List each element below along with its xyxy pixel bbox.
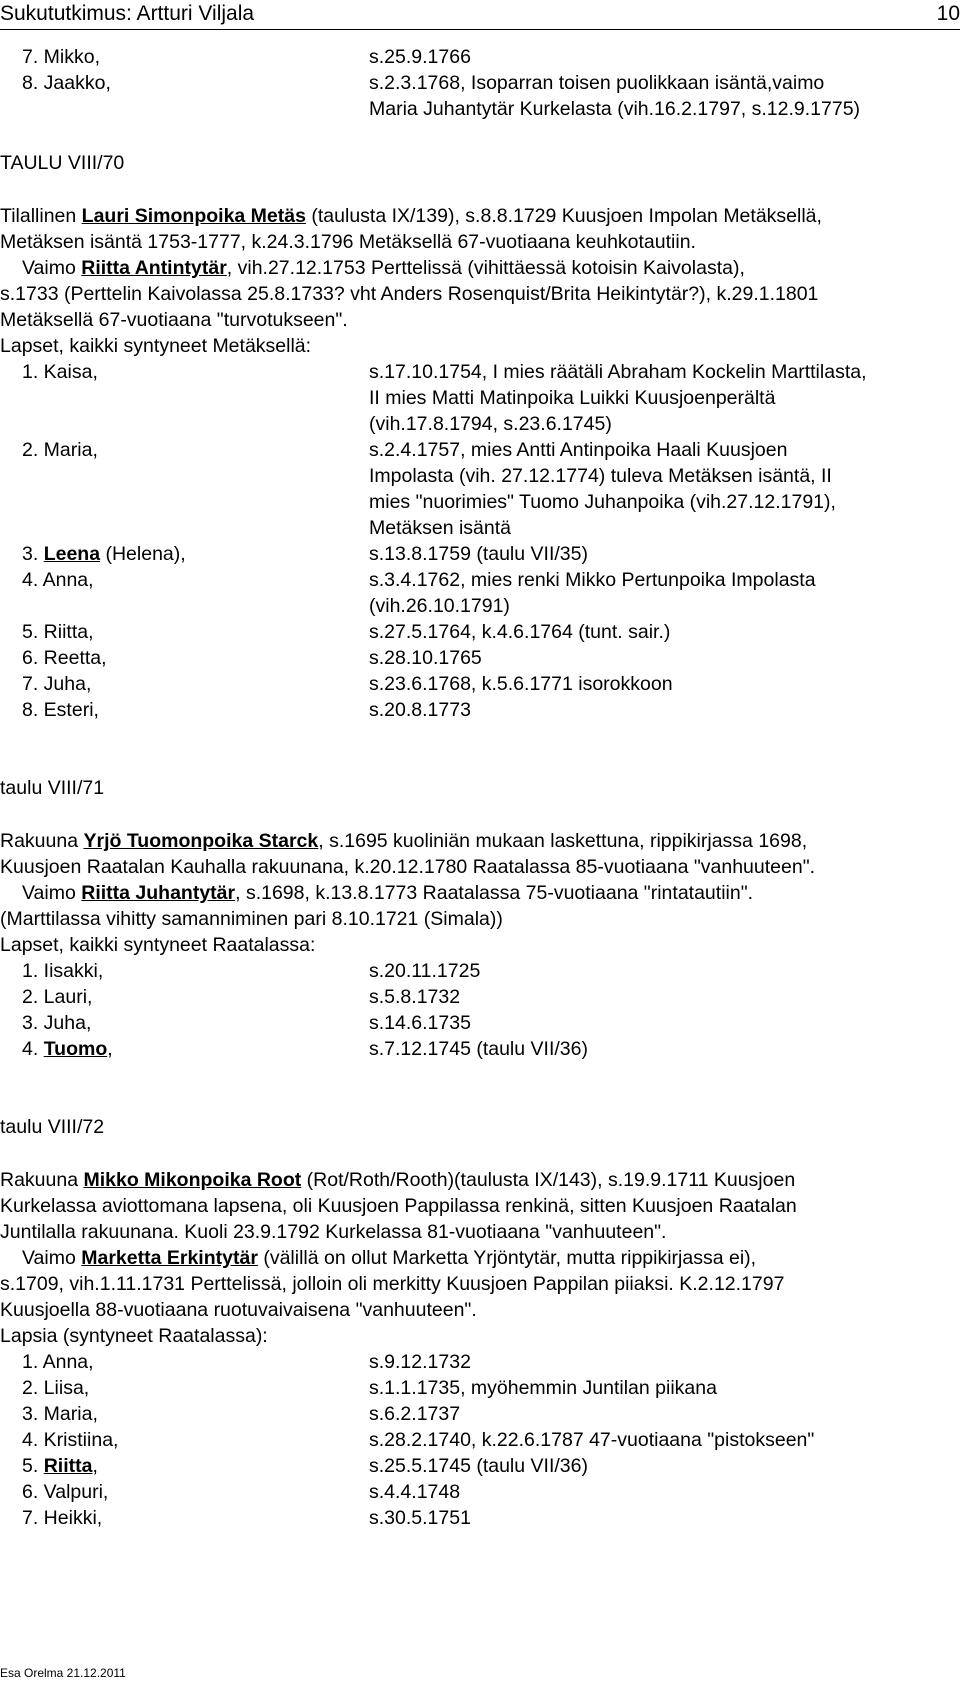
child-info: s.25.5.1745 (taulu VII/36) [369,1455,588,1477]
list-item-name: 8. Jaakko, [22,72,111,94]
paragraph-line [22,255,745,281]
child-name: 4. Anna, [22,569,94,591]
child-info-cont: (vih.17.8.1794, s.23.6.1745) [369,413,612,435]
spouse-name-link[interactable]: Marketta Erkintytär [81,1247,258,1269]
page-number: 10 [936,2,960,25]
header-rule [0,29,960,30]
list-item-name: 7. Mikko, [22,46,101,68]
text-run: , [107,1038,113,1060]
children-heading: Lapsia (syntyneet Raatalassa): [0,1325,268,1347]
paragraph-line: Juntilalla rakuunana. Kuoli 23.9.1792 Kurkelassa 81-vuotiaana "vanhuuteen". [0,1221,667,1243]
text-run: Vaimo [22,882,82,904]
child-info: s.6.2.1737 [369,1403,461,1425]
child-name: 4. Kristiina, [22,1429,119,1451]
child-info: s.28.2.1740, k.22.6.1787 47-vuotiaana "pistokseen" [369,1429,815,1451]
person-name-link[interactable]: Yrjö Tuomonpoika Starck [83,830,319,852]
section-heading: taulu VIII/72 [0,1116,105,1138]
paragraph-line [0,828,807,854]
text-run: Vaimo [22,1247,82,1269]
child-info-cont: (vih.26.10.1791) [369,595,510,617]
child-name: 5. Riitta, [22,621,94,643]
paragraph-line: Metäksen isäntä 1753-1777, k.24.3.1796 Metäksellä 67-vuotiaana keuhkotautiin. [0,231,696,253]
child-info: s.9.12.1732 [369,1351,471,1373]
children-heading: Lapset, kaikki syntyneet Metäksellä: [0,335,312,357]
child-info: s.3.4.1762, mies renki Mikko Pertunpoika Impolasta [369,569,816,591]
child-name: 6. Reetta, [22,647,107,669]
paragraph-line: Metäksellä 67-vuotiaana "turvotukseen". [0,309,348,331]
child-name: 2. Lauri, [22,986,93,1008]
child-info-cont: Impolasta (vih. 27.12.1774) tuleva Metäksen isäntä, II [369,465,832,487]
person-name-link[interactable]: Lauri Simonpoika Metäs [81,205,306,227]
child-name-link[interactable]: Tuomo [43,1038,108,1060]
child-name [22,1453,98,1479]
spouse-name-link[interactable]: Riitta Antintytär [81,257,227,279]
text-run: , vih.27.12.1753 Perttelissä (vihittäessä kotoisin Kaivolasta), [226,257,745,279]
text-run: (Rot/Roth/Rooth)(taulusta IX/143), s.19.9.1711 Kuusjoen [301,1169,796,1191]
child-info: s.1.1.1735, myöhemmin Juntilan piikana [369,1377,717,1399]
paragraph-line: (Marttilassa vihitty samanniminen pari 8.10.1721 (Simala)) [0,908,503,930]
child-info: s.7.12.1745 (taulu VII/36) [369,1038,588,1060]
child-number: 5. [22,1455,44,1477]
paragraph-line [0,1167,795,1193]
child-info-cont: Metäksen isäntä [369,517,511,539]
header-title: Sukututkimus: Artturi Viljala [0,2,255,25]
person-name-link[interactable]: Mikko Mikonpoika Root [83,1169,302,1191]
child-info-cont: II mies Matti Matinpoika Luikki Kuusjoenperältä [369,387,776,409]
paragraph-line: Kuusjoella 88-vuotiaana ruotuvaivaisena "vanhuuteen". [0,1299,477,1321]
child-name: 2. Maria, [22,439,98,461]
child-info: s.30.5.1751 [369,1507,471,1529]
text-run: , s.1698, k.13.8.1773 Raatalassa 75-vuotiaana "rintatautiin". [235,882,754,904]
child-name: 1. Anna, [22,1351,94,1373]
child-info: s.20.11.1725 [369,960,481,982]
child-name: 1. Iisakki, [22,960,104,982]
paragraph-line [0,203,822,229]
child-info: s.28.10.1765 [369,647,482,669]
child-name-link[interactable]: Leena [43,543,101,565]
child-info: s.13.8.1759 (taulu VII/35) [369,543,588,565]
child-name: 3. Juha, [22,1012,92,1034]
child-info: s.17.10.1754, I mies räätäli Abraham Kockelin Marttilasta, [369,361,867,383]
child-info: s.27.5.1764, k.4.6.1764 (tunt. sair.) [369,621,671,643]
paragraph-line [22,1245,756,1271]
text-run: (Helena), [100,543,186,565]
child-info: s.2.4.1757, mies Antti Antinpoika Haali Kuusjoen [369,439,788,461]
list-item-info: s.25.9.1766 [369,46,471,68]
child-name [22,1036,113,1062]
section-heading: TAULU VIII/70 [0,152,125,174]
child-name: 2. Liisa, [22,1377,90,1399]
child-name [22,541,186,567]
paragraph-line: s.1709, vih.1.11.1731 Perttelissä, jolloin oli merkitty Kuusjoen Pappilan piiaksi. K.2.12.1797 [0,1273,785,1295]
page-header [0,0,960,29]
child-info-cont: mies "nuorimies" Tuomo Juhanpoika (vih.27.12.1791), [369,491,836,513]
child-name: 6. Valpuri, [22,1481,109,1503]
text-run: , s.1695 kuoliniän mukaan laskettuna, rippikirjassa 1698, [318,830,808,852]
child-info: s.23.6.1768, k.5.6.1771 isorokkoon [369,673,673,695]
list-item-info: s.2.3.1768, Isoparran toisen puolikkaan isäntä,vaimo [369,72,825,94]
text-run: (välillä on ollut Marketta Yrjöntytär, mutta rippikirjassa ei), [257,1247,757,1269]
child-info: s.20.8.1773 [369,699,471,721]
paragraph-line [22,880,753,906]
page-footer: Esa Orelma 21.12.2011 [0,1666,126,1680]
child-number: 3. [22,543,44,565]
child-name: 7. Heikki, [22,1507,103,1529]
child-name: 8. Esteri, [22,699,99,721]
text-run: Tilallinen [0,205,82,227]
spouse-name-link[interactable]: Riitta Juhantytär [81,882,236,904]
text-run: Rakuuna [0,830,84,852]
child-name-link[interactable]: Riitta [43,1455,93,1477]
text-run: Vaimo [22,257,82,279]
text-run: , [92,1455,98,1477]
child-name: 3. Maria, [22,1403,98,1425]
children-heading: Lapset, kaikki syntyneet Raatalassa: [0,934,316,956]
child-name: 1. Kaisa, [22,361,98,383]
section-heading: taulu VIII/71 [0,777,105,799]
child-info: s.14.6.1735 [369,1012,471,1034]
child-name: 7. Juha, [22,673,92,695]
paragraph-line: Kurkelassa aviottomana lapsena, oli Kuusjoen Pappilassa renkinä, sitten Kuusjoen Raatalan [0,1195,797,1217]
text-run: Rakuuna [0,1169,84,1191]
child-info: s.4.4.1748 [369,1481,461,1503]
text-run: (taulusta IX/139), s.8.8.1729 Kuusjoen Impolan Metäksellä, [305,205,822,227]
child-info: s.5.8.1732 [369,986,461,1008]
paragraph-line: Kuusjoen Raatalan Kauhalla rakuunana, k.20.12.1780 Raatalassa 85-vuotiaana "vanhuuteen". [0,856,816,878]
child-number: 4. [22,1038,44,1060]
paragraph-line: s.1733 (Perttelin Kaivolassa 25.8.1733? vht Anders Rosenquist/Brita Heikintytär?), k.29.1.1801 [0,283,819,305]
list-item-info-cont: Maria Juhantytär Kurkelasta (vih.16.2.1797, s.12.9.1775) [369,98,861,120]
